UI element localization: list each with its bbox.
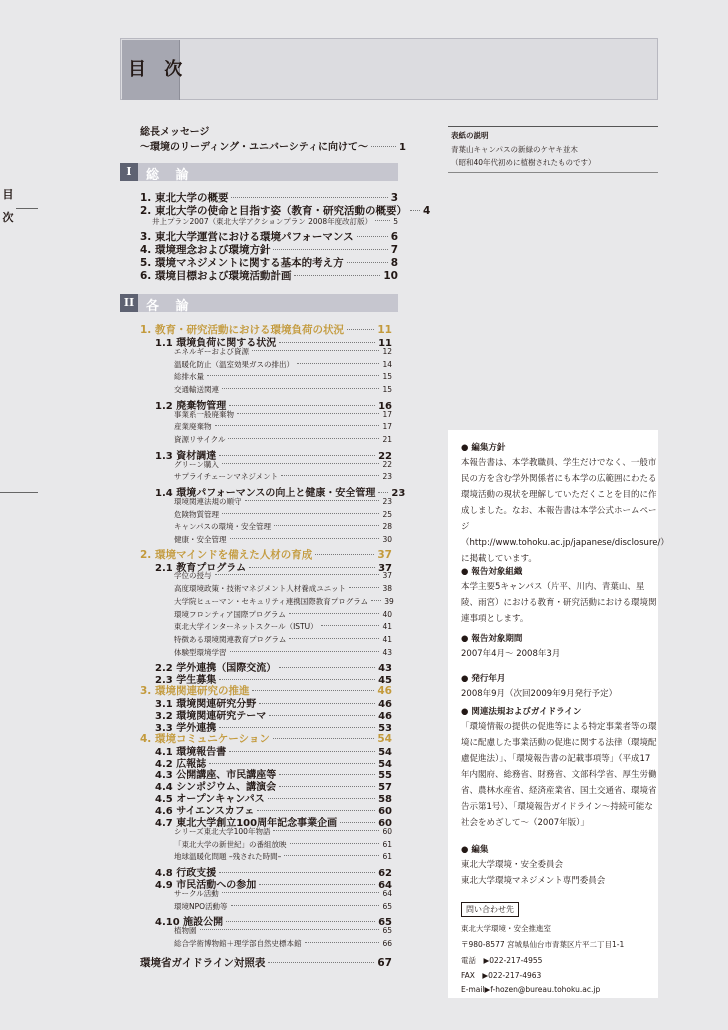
toc-entry[interactable] (174, 371, 392, 382)
toc-entry-label: ～環境のリーディング・ユニバーシティに向けて～ (140, 142, 368, 153)
toc-page-number: 11 (377, 324, 392, 336)
toc-entry[interactable] (174, 596, 392, 607)
toc-entry[interactable] (152, 216, 398, 227)
toc-page-number: 55 (378, 770, 392, 782)
toc-entry-label: 高度環境政策・技術マネジメント人材養成ユニット (174, 584, 346, 594)
toc-entry[interactable] (140, 955, 392, 970)
toc-page-number: 57 (378, 782, 392, 794)
toc-entry-label: 1. 教育・研究活動における環境負荷の状況 (140, 324, 344, 336)
toc-leader (230, 651, 380, 652)
toc-leader (231, 905, 380, 906)
toc-leader (273, 738, 375, 739)
toc-entry[interactable] (174, 521, 392, 532)
toc-entry-label: 東北大学インターネットスクール（ISTU） (174, 622, 318, 632)
toc-page-number: 65 (382, 901, 392, 911)
toc-leader (289, 613, 380, 614)
toc-entry[interactable] (174, 534, 392, 545)
toc-entry-label: 総合学術博物館＋理学部自然史標本館 (174, 938, 302, 948)
toc-entry-label: 2.1 教育プログラム (155, 562, 247, 574)
toc-leader (269, 715, 375, 716)
toc-entry-label: 2. 東北大学の使命と目指す姿（教育・研究活動の概要） (140, 205, 407, 217)
toc-entry-label: 環境NPO活動等 (174, 901, 228, 911)
toc-entry-label: 4.9 市民活動への参加 (155, 879, 257, 891)
toc-entry[interactable] (174, 925, 392, 936)
toc-page-number: 1 (399, 142, 406, 153)
toc-entry-label: 2.2 学外連携（国際交流） (155, 663, 277, 675)
toc-entry-label: 3. 東北大学運営における環境パフォーマンス (140, 231, 354, 243)
info-heading-editors: ● 編集 (461, 845, 489, 855)
toc-leader (215, 574, 380, 575)
toc-page-number: 22 (382, 459, 392, 469)
toc-page-number: 7 (390, 244, 398, 256)
title-box (120, 38, 658, 100)
toc-page-number: 8 (390, 257, 398, 269)
toc-leader (340, 822, 375, 823)
toc-entry[interactable] (174, 901, 392, 912)
toc-leader (289, 638, 379, 639)
toc-leader (200, 929, 380, 930)
toc-page-number: 17 (382, 422, 392, 432)
info-heading-guidelines: ● 関連法規およびガイドライン (461, 707, 582, 717)
toc-leader (281, 475, 379, 476)
toc-page-number: 43 (382, 647, 392, 657)
toc-entry-label: 事業系一般廃棄物 (174, 409, 234, 419)
toc-entry[interactable] (174, 621, 392, 632)
contact-email[interactable]: E-mail▶f-hozen@bureau.tohoku.ac.jp (461, 985, 601, 994)
toc-page-number: 11 (378, 337, 392, 349)
toc-entry-label: 地球温暖化問題 –残された時間– (174, 852, 282, 862)
toc-entry-label: 1.2 廃棄物管理 (155, 400, 227, 412)
toc-entry-label: サークル活動 (174, 888, 219, 898)
contact-fax: FAX ▶022-217-4963 (461, 971, 542, 980)
toc-page-number: 45 (378, 675, 392, 687)
toc-page-number: 23 (391, 487, 406, 499)
toc-page-number: 37 (377, 548, 392, 561)
toc-entry-label: 環境関連法規の順守 (174, 496, 242, 506)
toc-entry[interactable] (174, 851, 392, 862)
toc-entry[interactable] (174, 647, 392, 658)
toc-page-number: 39 (384, 596, 394, 606)
toc-entry-label: キャンパスの環境・安全管理 (174, 522, 271, 532)
toc-leader (305, 942, 380, 943)
toc-page-number: 64 (378, 879, 392, 891)
toc-page-number: 46 (377, 685, 392, 698)
toc-entry[interactable] (174, 359, 392, 370)
toc-page-number: 58 (378, 794, 392, 806)
toc-leader (357, 236, 388, 237)
toc-entry[interactable] (140, 268, 398, 283)
toc-entry-label: 総排水量 (174, 372, 204, 382)
toc-leader (294, 275, 380, 276)
toc-leader (315, 554, 374, 555)
contact-address: 〒980-8577 宮城県仙台市青葉区片平二丁目1-1 (461, 940, 625, 949)
toc-leader (375, 220, 390, 221)
toc-page-number: 4 (422, 205, 431, 217)
toc-entry-label: 4. 環境理念および環境方針 (140, 244, 271, 256)
info-body-period: 2007年4月～ 2008年3月 (461, 649, 561, 659)
info-body-editors: 東北大学環境・安全委員会 東北大学環境マネジメント専門委員会 (461, 860, 606, 886)
toc-leader (284, 855, 379, 856)
toc-page-number: 37 (382, 571, 392, 581)
toc-leader (273, 249, 387, 250)
toc-entry-label: 5. 環境マネジメントに関する基本的考え方 (140, 257, 344, 269)
toc-entry[interactable] (174, 509, 392, 520)
toc-leader (371, 146, 396, 147)
toc-leader (222, 892, 380, 893)
toc-entry-label: 3.3 学外連携 (155, 722, 217, 734)
toc-entry-label: 4.1 環境報告書 (155, 746, 227, 758)
toc-leader (219, 727, 375, 728)
toc-entry-label: エネルギーおよび資源 (174, 346, 249, 356)
cover-rule (448, 172, 658, 173)
toc-page-number: 14 (382, 359, 392, 369)
toc-leader (209, 763, 375, 764)
section-header-1 (120, 163, 398, 181)
toc-page-number: 15 (382, 372, 392, 382)
info-body-guidelines: 「環境情報の提供の促進等による特定事業者等の環境に配慮した事業活動の促進に関する法律（環境配慮促進法）」、「環境報告書の記載事項等」（平成17年内閣府、総務省、財務省、文部科学省、厚生労働省、農林水産省、経済産業省、国土交通省、環境省告示第1号）、「環境報告ガイドライン～持続可能な社会をめざして～（2007年版）」 (461, 722, 657, 828)
side-rule (16, 208, 38, 209)
toc-leader (229, 405, 375, 406)
toc-page-number: 61 (382, 852, 392, 862)
toc-leader (219, 872, 375, 873)
side-rule (0, 492, 38, 493)
toc-entry[interactable] (174, 471, 392, 482)
toc-entry-label: 植物園 (174, 926, 197, 936)
toc-page-number: 43 (378, 663, 392, 675)
toc-page-number: 23 (382, 472, 392, 482)
toc-page-number: 30 (382, 534, 392, 544)
toc-entry-label: 4.8 行政支援 (155, 868, 217, 879)
toc-leader (268, 798, 375, 799)
toc-page-number: 15 (382, 384, 392, 394)
toc-entry-label: 井上プラン2007（東北大学アクションプラン 2008年度改訂版） (152, 217, 373, 226)
toc-entry-label: 4.3 公開講座、市民講座等 (155, 770, 277, 782)
toc-entry-label: 3.2 環境関連研究テーマ (155, 710, 267, 722)
toc-entry-label: 健康・安全管理 (174, 534, 227, 544)
toc-page-number: 40 (382, 609, 392, 619)
toc-page-number: 3 (390, 192, 398, 204)
toc-entry-label: 4.4 シンポジウム、講演会 (155, 782, 277, 794)
toc-entry-label: 温暖化防止（温室効果ガスの排出） (174, 359, 294, 369)
toc-page-number: 17 (382, 409, 392, 419)
toc-page-number: 41 (382, 622, 392, 632)
cover-caption-1: 青葉山キャンパスの新緑のケヤキ並木 (451, 145, 578, 154)
toc-entry[interactable] (174, 938, 392, 949)
toc-entry-label: 学位の授与 (174, 571, 212, 581)
toc-leader (321, 625, 380, 626)
cover-rule (448, 126, 658, 127)
toc-page-number: 62 (378, 868, 392, 879)
toc-entry-label: グリーン購入 (174, 459, 219, 469)
toc-entry-label: 1.4 環境パフォーマンスの向上と健康・安全管理 (155, 487, 376, 499)
info-body-issue-date: 2008年9月（次回2009年9月発行予定） (461, 689, 618, 699)
info-heading-period: ● 報告対象期間 (461, 634, 523, 644)
toc-leader (371, 600, 381, 601)
toc-page-number: 65 (378, 917, 392, 929)
toc-leader (252, 690, 374, 691)
toc-leader (290, 843, 380, 844)
cover-caption-2: （昭和40年代初めに植樹されたものです） (451, 158, 596, 167)
toc-leader (226, 921, 375, 922)
contact-tel: 電話 ▶022-217-4955 (461, 956, 543, 965)
toc-leader (347, 329, 374, 330)
toc-entry-label: 4.5 オープンキャンパス (155, 794, 265, 806)
toc-entry-label: 4.2 広報誌 (155, 758, 207, 770)
toc-leader (297, 363, 379, 364)
toc-entry-label: 交通輸送関連 (174, 384, 219, 394)
toc-page-number: 66 (382, 938, 392, 948)
toc-entry[interactable] (174, 583, 392, 594)
toc-entry[interactable] (174, 384, 392, 395)
toc-leader (222, 513, 379, 514)
toc-page-number: 54 (377, 732, 392, 745)
side-index-char-1: 目 (2, 188, 14, 201)
toc-leader (274, 525, 379, 526)
toc-entry[interactable] (174, 888, 392, 899)
toc-entry[interactable] (174, 609, 392, 620)
toc-entry-label: 4.10 施設公開 (155, 917, 224, 929)
toc-entry-label: シリーズ東北大学100年物語 (174, 826, 271, 836)
toc-leader (219, 455, 375, 456)
page-title: 目 次 (128, 59, 189, 80)
toc-leader (347, 262, 388, 263)
toc-entry[interactable] (174, 826, 392, 837)
toc-leader (257, 810, 375, 811)
toc-entry[interactable] (174, 570, 392, 581)
toc-leader (273, 830, 379, 831)
toc-leader (279, 667, 375, 668)
toc-page-number: 16 (378, 400, 392, 412)
toc-leader (222, 463, 380, 464)
toc-entry-label: 4.6 サイエンスカフェ (155, 806, 255, 818)
toc-page-number: 10 (383, 270, 398, 282)
toc-entry-label: 4. 環境コミュニケーション (140, 732, 270, 745)
toc-leader (259, 884, 375, 885)
toc-page-number: 53 (378, 722, 392, 734)
info-body-editorial-policy: 本報告書は、本学教職員、学生だけでなく、一般市民の方を含む学外関係者にも本学の広範囲にわたる環境活動の現状を理解していただくことを目的に作成しました。なお、本報告書は本学公式ホームページ（http://www.tohoku.ac.jp/japanese/disclosure/）に掲載しています。 (461, 458, 669, 564)
toc-page-number: 60 (378, 818, 392, 829)
toc-entry[interactable] (174, 346, 392, 357)
toc-leader (228, 438, 379, 439)
toc-page-number: 38 (382, 584, 392, 594)
toc-page-number: 60 (378, 806, 392, 818)
toc-entry-label: 産業廃棄物 (174, 422, 212, 432)
toc-page-number: 46 (378, 699, 392, 710)
toc-entry-label: 資源リサイクル (174, 434, 226, 444)
toc-entry-label: 環境フロンティア国際プログラム (174, 609, 286, 619)
toc-page-number: 12 (382, 346, 392, 356)
toc-page-number: 37 (378, 562, 392, 574)
toc-leader (279, 774, 375, 775)
contact-tag: 問い合わせ先 (461, 902, 519, 917)
toc-entry-label: 2. 環境マインドを備えた人材の育成 (140, 548, 313, 561)
toc-leader (268, 962, 374, 963)
toc-entry-label: 3.1 環境関連研究分野 (155, 699, 257, 710)
toc-page-number: 41 (382, 634, 392, 644)
toc-entry-label: 1.3 資材調達 (155, 450, 217, 462)
toc-leader (410, 210, 420, 211)
toc-entry-label: 「東北大学の新世紀」の番組放映 (174, 839, 287, 849)
toc-leader (237, 413, 379, 414)
toc-leader (222, 388, 379, 389)
toc-leader (230, 538, 380, 539)
toc-entry[interactable] (174, 434, 392, 445)
toc-entry-label: サプライチェーンマネジメント (174, 472, 279, 482)
section-title: 各 論 (146, 299, 195, 314)
toc-leader (252, 350, 379, 351)
toc-leader (215, 425, 380, 426)
toc-entry[interactable] (174, 459, 392, 470)
toc-page-number: 61 (382, 839, 392, 849)
toc-entry[interactable] (174, 634, 392, 645)
toc-entry-label: 体験型環境学習 (174, 647, 227, 657)
toc-entry-label: 1. 東北大学の概要 (140, 192, 229, 204)
greeting-title: 総長メッセージ (140, 127, 210, 138)
cover-heading: 表紙の説明 (451, 131, 489, 140)
toc-page-number: 25 (382, 509, 392, 519)
toc-leader (245, 500, 380, 501)
toc-entry[interactable] (174, 496, 392, 507)
section-header-2 (120, 294, 398, 312)
toc-entry-label: 特徴ある環境関連教育プログラム (174, 634, 287, 644)
toc-page-number: 60 (382, 826, 392, 836)
toc-entry[interactable] (174, 839, 392, 850)
toc-entry-greeting[interactable] (140, 138, 406, 153)
toc-entry-label: 2.3 学生募集 (155, 675, 217, 687)
section-number: II (120, 294, 138, 312)
toc-entry-label: 6. 環境目標および環境活動計画 (140, 270, 292, 282)
toc-leader (349, 587, 379, 588)
toc-entry[interactable] (174, 421, 392, 432)
toc-leader (229, 751, 375, 752)
toc-leader (259, 703, 375, 704)
toc-page-number: 22 (378, 450, 392, 462)
toc-page-number: 23 (382, 496, 392, 506)
toc-entry-label: 大学院ヒューマン・セキュリティ連携国際教育プログラム (174, 596, 369, 606)
toc-page-number: 54 (378, 746, 392, 758)
side-index-char-2: 次 (2, 211, 14, 224)
toc-page-number: 67 (377, 956, 392, 969)
info-heading-editorial-policy: ● 編集方針 (461, 443, 506, 453)
toc-entry-label: 環境省ガイドライン対照表 (140, 956, 266, 969)
toc-page-number: 65 (382, 926, 392, 936)
toc-leader (378, 492, 388, 493)
toc-leader (219, 679, 375, 680)
section-title: 総 論 (146, 168, 195, 183)
side-index (0, 183, 16, 229)
toc-leader (279, 786, 375, 787)
info-body-organization: 本学主要5キャンパス（片平、川内、青葉山、星陵、雨宮）における教育・研究活動における環境関連事項とします。 (461, 582, 657, 624)
toc-page-number: 5 (393, 217, 398, 226)
toc-page-number: 46 (378, 710, 392, 722)
toc-entry[interactable] (174, 409, 392, 420)
toc-page-number: 6 (390, 231, 398, 243)
toc-leader (231, 197, 387, 198)
toc-entry-label: 危険物質管理 (174, 509, 219, 519)
toc-entry-label: 3. 環境関連研究の推進 (140, 685, 250, 698)
toc-page-number: 28 (382, 522, 392, 532)
toc-entry-label: 4.7 東北大学創立100周年記念事業企画 (155, 818, 338, 829)
toc-leader (249, 567, 375, 568)
toc-page-number: 64 (382, 888, 392, 898)
toc-leader (207, 375, 379, 376)
toc-page-number: 21 (382, 434, 392, 444)
toc-page-number: 54 (378, 758, 392, 770)
contact-office: 東北大学環境・安全推進室 (461, 924, 551, 933)
info-heading-issue-date: ● 発行年月 (461, 674, 506, 684)
toc-entry-label: 1.1 環境負荷に関する状況 (155, 337, 277, 349)
toc-leader (279, 342, 375, 343)
section-number: I (120, 163, 138, 181)
info-heading-organization: ● 報告対象組織 (461, 567, 523, 577)
